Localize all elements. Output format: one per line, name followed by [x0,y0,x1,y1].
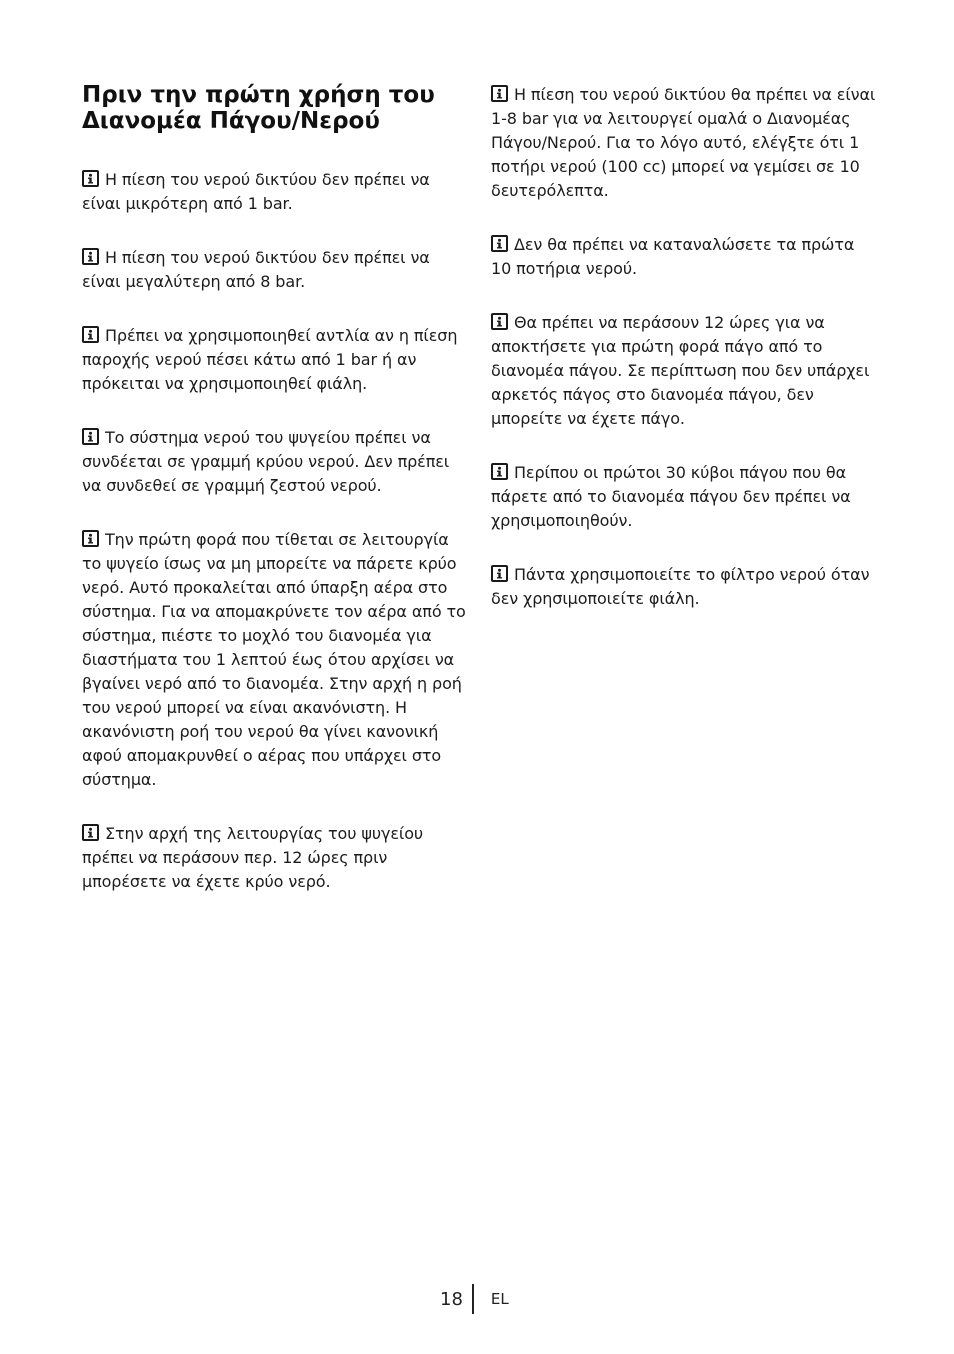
info-note [82,324,467,396]
info-note [82,822,467,894]
note-text: Στην αρχή της λειτουργίας του ψυγείου πρέπει να περάσουν περ. 12 ώρες πριν μπορέσετε να έχετε κρύο νερό. [82,824,424,891]
page-title: Πριν την πρώτη χρήση του Διανομέα Πάγου/Νερού [82,82,435,134]
info-icon [491,565,508,582]
note-text: Η πίεση του νερού δικτύου θα πρέπει να είναι 1-8 bar για να λειτουργεί ομαλά ο Διανομέας Πάγου/Νερού. Για το λόγο αυτό, ελέγξτε ότι 1 ποτήρι νερού (100 cc) μπορεί να γεμίσει σε 10 δευτερόλεπτα. [491,85,876,200]
right-column [491,83,876,641]
info-icon [82,170,99,187]
info-icon [82,248,99,265]
info-icon [82,530,99,547]
info-icon [491,463,508,480]
note-text: Την πρώτη φορά που τίθεται σε λειτουργία το ψυγείο ίσως να μη μπορείτε να πάρετε κρύο νερό. Αυτό προκαλείται από ύπαρξη αέρα στο σύστημα. Για να απομακρύνετε τον αέρα από το σύστημα, πιέστε το μοχλό του διανομέα για διαστήματα του 1 λεπτού έως ότου αρχίσει να βγαίνει νερό από το διανομέα. Στην αρχή η ροή του νερού μπορεί να είναι ακανόνιστη. Η ακανόνιστη ροή του νερού θα γίνει κανονική αφού απομακρυνθεί ο αέρας που υπάρχει στο σύστημα. [82,530,466,789]
info-icon [491,85,508,102]
info-note [82,168,467,216]
note-text: Το σύστημα νερού του ψυγείου πρέπει να συνδέεται σε γραμμή κρύου νερού. Δεν πρέπει να συνδεθεί σε γραμμή ζεστού νερού. [82,428,450,495]
note-text: Η πίεση του νερού δικτύου δεν πρέπει να είναι μεγαλύτερη από 8 bar. [82,248,430,291]
language-code: EL [490,1290,509,1308]
note-text: Η πίεση του νερού δικτύου δεν πρέπει να είναι μικρότερη από 1 bar. [82,170,430,213]
info-icon [491,313,508,330]
left-column [82,168,467,924]
note-text: Θα πρέπει να περάσουν 12 ώρες για να αποκτήσετε για πρώτη φορά πάγο από το διανομέα πάγου. Σε περίπτωση που δεν υπάρχει αρκετός πάγος στο διανομέα πάγου, δεν μπορείτε να έχετε πάγο. [491,313,870,428]
info-note [491,311,876,431]
note-text: Περίπου οι πρώτοι 30 κύβοι πάγου που θα πάρετε από το διανομέα πάγου δεν πρέπει να χρησιμοποιηθούν. [491,463,851,530]
info-note [82,246,467,294]
info-icon [491,235,508,252]
info-note [491,461,876,533]
info-icon [82,428,99,445]
info-note [82,528,467,792]
info-note [491,233,876,281]
info-note [491,563,876,611]
note-text: Πάντα χρησιμοποιείτε το φίλτρο νερού όταν δεν χρησιμοποιείτε φιάλη. [491,565,870,608]
note-text: Δεν θα πρέπει να καταναλώσετε τα πρώτα 10 ποτήρια νερού. [491,235,855,278]
page-footer [440,1284,509,1314]
info-icon [82,824,99,841]
page-number: 18 [440,1288,463,1310]
info-note [82,426,467,498]
note-text: Πρέπει να χρησιμοποιηθεί αντλία αν η πίεση παροχής νερού πέσει κάτω από 1 bar ή αν πρόκειται να χρησιμοποιηθεί φιάλη. [82,326,458,393]
info-icon [82,326,99,343]
info-note [491,83,876,203]
